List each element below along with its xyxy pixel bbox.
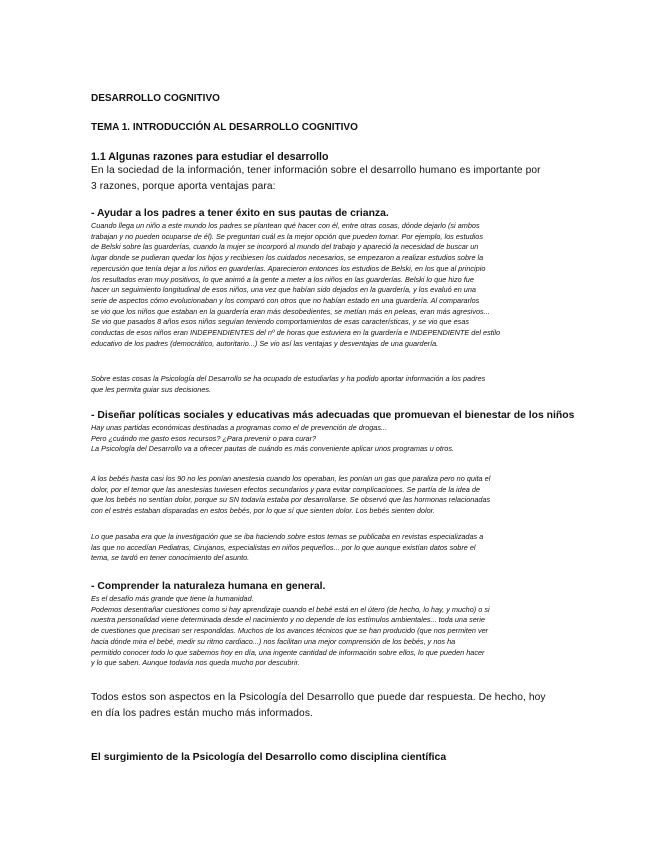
- text-line: Se vio que pasados 8 años esos niños seguían teniendo comportamientos de esas características, y se vio que esas: [91, 317, 470, 327]
- text-line: lugar donde se pudieran quedar los hijos y recibiesen los cuidados necesarios, se empezaron a realizar estudios sobre la: [91, 253, 484, 263]
- text-line: las que no accedían Pediatras, Cirujanos, especialistas en niños pequeños... por lo que aunque existían datos sobre el: [91, 542, 476, 552]
- text-line: de cuestiones que precisan ser respondidas. Muchos de los avances técnicos que se han producido (que nos permiten ver: [91, 626, 489, 636]
- text-line: Cuando llega un niño a este mundo los padres se plantean qué hacer con él, entre otras cosas, dónde dejarlo (si ambos: [91, 221, 480, 230]
- section-intro-paragraph: [91, 163, 569, 194]
- reason-2-paragraph-3: [91, 532, 569, 564]
- reason-2-paragraph-2: [91, 474, 569, 517]
- text-line: con el estrés estaban disparadas en estos bebés, por lo que sí que sienten dolor. Los bebés sienten dolor.: [91, 506, 435, 516]
- reason-3-paragraph-1: [91, 594, 569, 669]
- text-line: dolor, por el temor que las anestesias tuviesen efectos secundarios y para evitar complicaciones. Se partía de la idea de: [91, 484, 480, 494]
- text-line: nuestra personalidad viene determinada desde el nacimiento y no depende de los estímulos ambientales... toda una serie: [91, 615, 485, 625]
- text-line: Podemos desentrañar cuestiones como si hay aprendizaje cuando el bebé está en el útero (de hecho, lo hay, y mucho) o si: [91, 604, 490, 614]
- next-section-heading: El surgimiento de la Psicología del Desarrollo como disciplina científica: [91, 752, 447, 763]
- text-line: Lo que pasaba era que la investigación que se iba haciendo sobre estos temas se publicaba en revistas especializadas a: [91, 532, 484, 541]
- text-line: Hay unas partidas económicas destinadas a programas como el de prevención de drogas...: [91, 423, 388, 432]
- text-line: en día los padres están mucho más informados.: [91, 707, 313, 719]
- text-line: Es el desafío más grande que tiene la humanidad.: [91, 594, 254, 603]
- text-line: tema, se tardó en tener conocimiento del asunto.: [91, 553, 250, 563]
- text-line: A los bebés hasta casi los 90 no les ponían anestesia cuando los operaban, les ponían un gas que paraliza pero no quita el: [91, 474, 491, 483]
- text-line: y lo que saben. Aunque todavía nos queda mucho por descubrir.: [91, 658, 300, 668]
- text-line: los resultados eran muy positivos, lo que animó a la gente a meter a los niños en las guarderías. Belski lo que hizo fue: [91, 274, 474, 284]
- reason-1-paragraph-1: [91, 221, 569, 349]
- reason-1-heading: - Ayudar a los padres a tener éxito en sus pautas de crianza.: [91, 208, 389, 219]
- text-line: Pero ¿cuándo me gasto esos recursos? ¿Para prevenir o para curar?: [91, 433, 317, 443]
- text-line: conductas de esos niños eran INDEPENDIENTES del nº de horas que estuviera en la guardería e INDEPENDIENTE del estilo: [91, 328, 501, 338]
- text-line: repercusión que tenía dejar a los niños en guarderías. Aparecieron entonces los estudios de Belski, en los que al principio: [91, 263, 486, 273]
- chapter-heading: TEMA 1. INTRODUCCIÓN AL DESARROLLO COGNITIVO: [91, 122, 358, 133]
- text-line: se vio que los niños que estaban en la guardería eran más desobedientes, se metían más en peleas, eran más agresivos...: [91, 306, 490, 316]
- text-line: hacer un seguimiento longitudinal de esos niños, una vez que habían sido dejados en la guardería, y los evaluó en una: [91, 285, 476, 295]
- text-line: que les permita guiar sus decisiones.: [91, 384, 212, 394]
- text-line: permitido conocer todo lo que sabemos hoy en día, una ingente cantidad de información sobre ellos, lo que pueden hacer: [91, 647, 485, 657]
- text-line: serie de aspectos cómo evolucionaban y los comparó con otros que no habían estado en una guardería. Al compararlos: [91, 295, 480, 305]
- text-line: que los bebés no sentían dolor, porque su SN todavía estaba por desarrollarse. Se observó que las hormonas relacionadas: [91, 495, 491, 505]
- text-line: Todos estos son aspectos en la Psicología del Desarrollo que puede dar respuesta. De hecho, hoy: [91, 692, 546, 703]
- document-title: DESARROLLO COGNITIVO: [91, 93, 220, 104]
- section-heading: 1.1 Algunas razones para estudiar el desarrollo: [91, 151, 329, 163]
- text-line: trabajan y no pueden ocuparse de él). Se preguntan cuál es la mejor opción que pueden tomar. Por ejemplo, los estudios: [91, 231, 483, 241]
- text-line: En la sociedad de la información, tener información sobre el desarrollo humano es importante por: [91, 165, 541, 176]
- reason-1-paragraph-2: [91, 374, 569, 395]
- text-line: educativo de los padres (democrático, autoritario...) Se vio así las ventajas y desventajas de una guardería.: [91, 338, 439, 348]
- closing-paragraph: [91, 690, 569, 721]
- reason-2-heading: - Diseñar políticas sociales y educativas más adecuadas que promuevan el bienestar de los niños: [91, 410, 575, 421]
- reason-2-paragraph-1: [91, 423, 569, 455]
- text-line: 3 razones, porque aporta ventajas para:: [91, 180, 276, 192]
- text-line: La Psicología del Desarrollo va a ofrecer pautas de cuándo es más conveniente aplicar unos programas u otros.: [91, 444, 455, 454]
- reason-3-heading: - Comprender la naturaleza humana en general.: [91, 581, 326, 592]
- text-line: Sobre estas cosas la Psicología del Desarrollo se ha ocupado de estudiarlas y ha podido aportar información a los padres: [91, 374, 486, 383]
- text-line: hacia dónde mira el bebé, medir su ritmo cardiaco...) nos facilitan una mejor comprensión de los bebés, y nos ha: [91, 636, 456, 646]
- text-line: de Belski sobre las guarderías, cuando la mujer se incorporó al mundo del trabajo y apareció la necesidad de buscar un: [91, 242, 479, 252]
